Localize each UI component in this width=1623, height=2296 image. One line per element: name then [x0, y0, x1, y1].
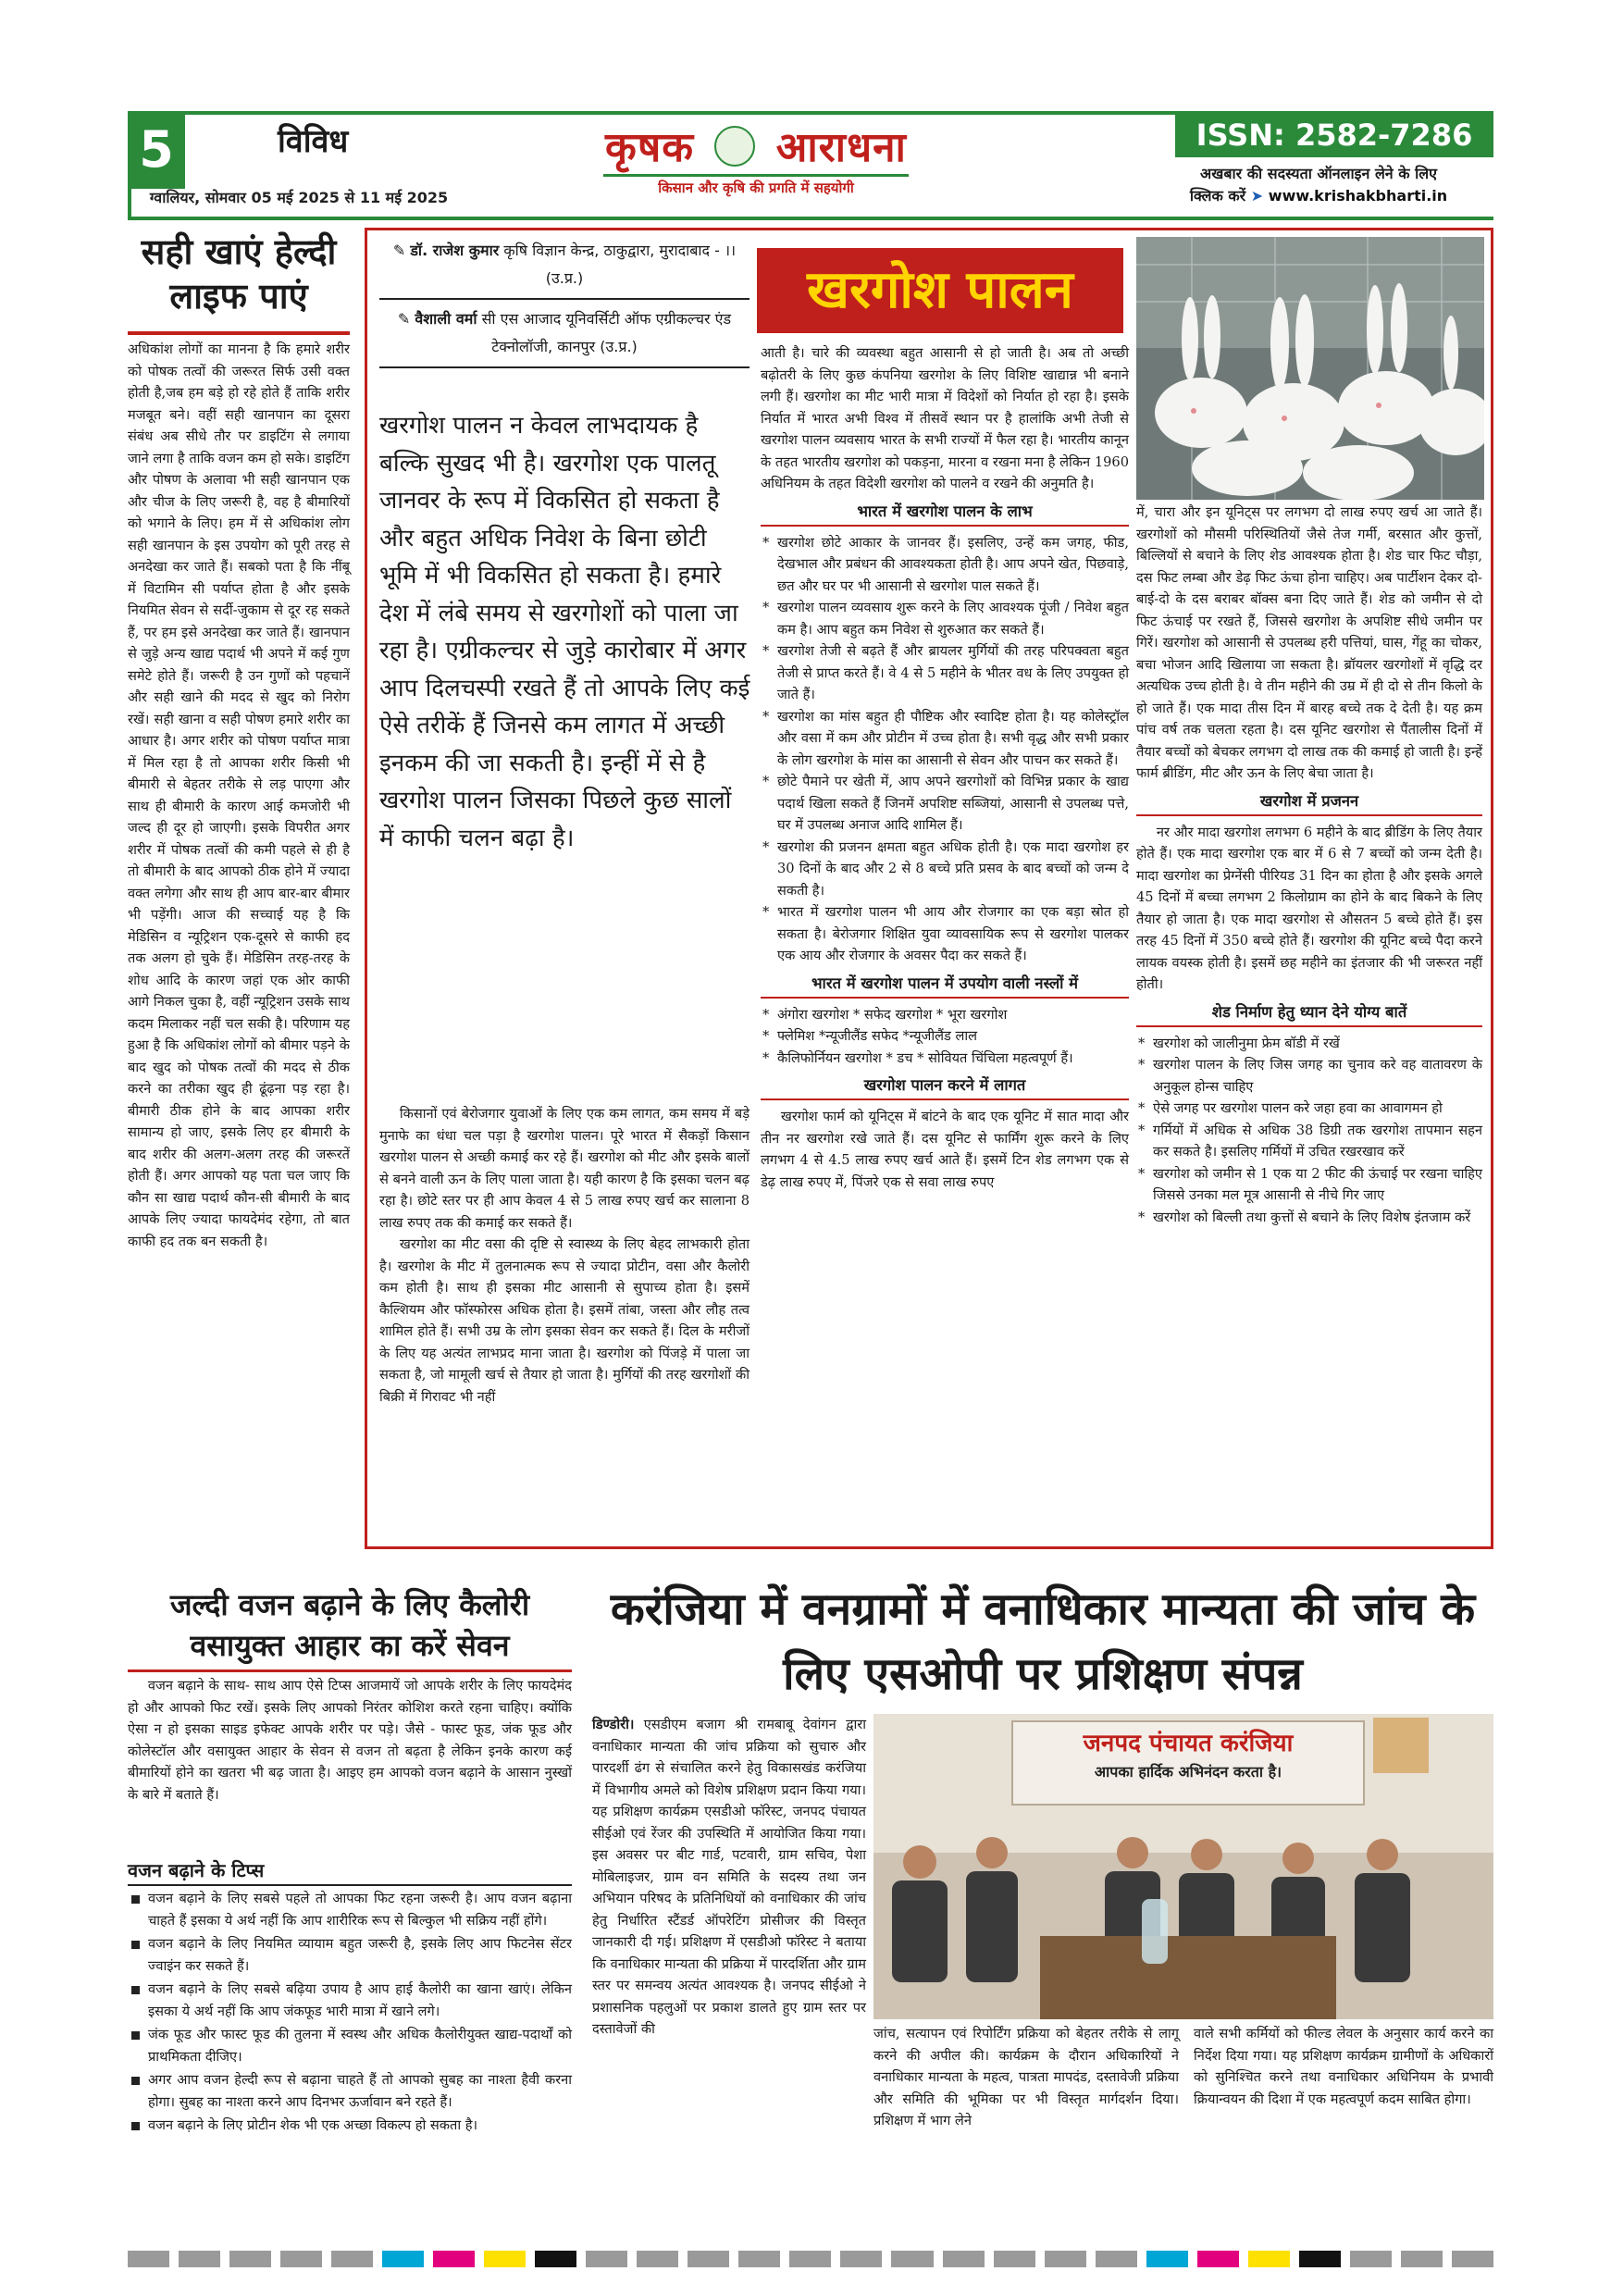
- registration-swatch: [179, 2251, 220, 2267]
- logo-word-right: आराधना: [775, 124, 907, 171]
- forest-paragraph: जांच, सत्यापन एवं रिपोर्टिंग प्रक्रिया को बेहतर तरीके से लागू करने की अपील की। कार्यक्रम के दौरान अधिकारियों ने वनाधिकार मान्यता के महत्व, पात्रता मापदंड, दस्तावेजी प्रक्रिया और समिति की भूमिका पर भी विस्तृत मार्गदर्शन दिया। प्रशिक्षण में भाग लेने: [873, 2026, 1179, 2128]
- list-item: * गर्मियों में अधिक से अधिक 38 डिग्री तक खरगोश तापमान सहन कर सकते है। इसलिए गर्मियों में उचित रखरखाव करें: [1136, 1120, 1482, 1163]
- registration-swatch: [1401, 2251, 1443, 2267]
- list-item: अगर आप वजन हेल्दी रूप से बढ़ाना चाहते हैं तो आपको सुबह का नाश्ता हैवी करना होगा। सुबह का नाश्ता करने आप दिनभर ऊर्जावान बने रहते हैं।: [128, 2069, 572, 2113]
- list-item: * खरगोश छोटे आकार के जानवर हैं। इसलिए, उन्हें कम जगह, फीड, देखभाल और प्रबंधन की आवश्यकता होती है। आप अपने खेत, पिछवाड़े, छत और घर पर भी आसानी से खरगोश पाल सकते हैं।: [761, 532, 1129, 598]
- list-item: * अंगोरा खरगोश * सफेद खरगोश * भूरा खरगोश: [761, 1004, 1129, 1026]
- rabbits-image: [1136, 237, 1484, 500]
- registration-swatch: [1045, 2251, 1086, 2267]
- shed-heading: शेड निर्माण हेतु ध्यान देने योग्य बातें: [1136, 999, 1482, 1027]
- feature-body-col3: [1136, 502, 1482, 1228]
- list-item: * ऐसे जगह पर खरगोश पालन करे जहा हवा का आवागमन हो: [1136, 1098, 1482, 1120]
- divider: [128, 1669, 572, 1672]
- pen-icon: ✎: [392, 242, 406, 259]
- logo-word-left: कृषक: [605, 124, 695, 171]
- list-item: * खरगोश पालन के लिए जिस जगह का चुनाव करे वह वातावरण के अनुकूल होन्स चाहिए: [1136, 1054, 1482, 1098]
- tips-list-container: [128, 1888, 572, 2139]
- registration-swatch: [1248, 2251, 1290, 2267]
- registration-swatch: [994, 2251, 1035, 2267]
- forest-article-col1: [592, 1714, 866, 2041]
- feature-paragraph: में, चारा और इन यूनिट्स पर लगभग दो लाख रुपए खर्च आ जाते हैं। खरगोशों को मौसमी परिस्थितियों जैसे तेज गर्मी, बरसात और कुत्तों, बिल्लियों से बचाने के लिए शेड आवश्यक होता है। शेड चार फिट चौड़ा, दस फिट लम्बा और डेढ़ फिट ऊंचा होना चाहिए। अब पार्टीशन देकर दो-बाई-दो के दस बराबर बॉक्स बना दिए जाते हैं। शेड को जमीन से दो फिट ऊंचाई पर रखते हैं, जिससे खरगोश के अपशिष्ट सीधे जमीन पर गिरें। खरगोश को आसानी से उपलब्ध हरी पत्तियां, घास, गेंहू का चोकर, बचा भोजन आदि खिलाया जा सकता है। ब्रॉयलर खरगोशों में वृद्धि दर अत्यधिक उच्च होती है। वे तीन महीने की उम्र में ही दो से तीन किलो के हो जाते हैं। एक मादा तीस दिन में बारह बच्चे तक दे देती है। यह क्रम पांच वर्ष तक चलता रहता है। दस यूनिट खरगोश से पैंतालीस दिनों में तैयार बच्चों को बेचकर लगभग दो लाख तक की कमाई हो जाती है। इन्हें फार्म ब्रीडिंग, मीट और ऊन के लिए बेचा जाता है।: [1136, 504, 1482, 781]
- list-item: वजन बढ़ाने के लिए सबसे पहले तो आपका फिट रहना जरूरी है। आप वजन बढ़ाना चाहते हैं इसका ये अर्थ नहीं कि आप शारीरिक रूप से बिल्कुल भी सक्रिय नहीं होंगे।: [128, 1888, 572, 1931]
- seal-icon: [714, 126, 755, 167]
- issn-badge: ISSN: 2582-7286: [1175, 113, 1493, 157]
- feature-body-col2: [761, 342, 1129, 1193]
- list-item: * खरगोश को जमीन से 1 एक या 2 फीट की ऊंचाई पर रखना चाहिए जिससे उनका मल मूत्र आसानी से नीचे गिर जाए: [1136, 1163, 1482, 1207]
- print-registration-bar: [128, 2251, 1493, 2267]
- registration-swatch: [789, 2251, 831, 2267]
- registration-swatch: [891, 2251, 933, 2267]
- registration-swatch: [128, 2251, 169, 2267]
- registration-swatch: [1146, 2251, 1188, 2267]
- tips-heading: वजन बढ़ाने के टिप्स: [128, 1856, 572, 1886]
- section-label: विविध: [278, 123, 349, 160]
- forest-paragraph: वाले सभी कर्मियों को फील्ड लेवल के अनुसार कार्य करने का निर्देश दिया गया। यह प्रशिक्षण कार्यक्रम ग्रामीणों के अधिकारों को सुनिश्चित करने तथा वनाधिकार अधिनियम के प्रभावी क्रियान्वयन की दिशा में एक महत्वपूर्ण कदम साबित होगा।: [1194, 2026, 1493, 2107]
- shed-points-list: [1136, 1033, 1482, 1229]
- registration-swatch: [382, 2251, 424, 2267]
- benefits-heading: भारत में खरगोश पालन के लाभ: [761, 499, 1129, 527]
- pen-icon: ✎: [397, 310, 411, 328]
- list-item: * खरगोश पालन व्यवसाय शुरू करने के लिए आवश्यक पूंजी / निवेश बहुत कम है। आप बहुत कम निवेश से शुरुआत कर सकते हैं।: [761, 597, 1129, 640]
- registration-swatch: [433, 2251, 475, 2267]
- cost-heading: खरगोश पालन करने में लागत: [761, 1073, 1129, 1100]
- registration-swatch: [1299, 2251, 1341, 2267]
- list-item: * खरगोश को जालीनुमा फ्रेम बॉडी में रखें: [1136, 1033, 1482, 1055]
- registration-swatch: [1096, 2251, 1137, 2267]
- logo-tagline: किसान और कृषि की प्रगति में सहयोगी: [658, 180, 854, 196]
- registration-swatch: [1197, 2251, 1239, 2267]
- list-item: जंक फूड और फास्ट फूड की तुलना में स्वस्थ और अधिक कैलोरीयुक्त खाद्य-पदार्थों को प्राथमिकता दीजिए।: [128, 2024, 572, 2067]
- registration-swatch: [688, 2251, 729, 2267]
- author1-affiliation: कृषि विज्ञान केन्द्र, ठाकुद्वारा, मुरादाबाद - ।। (उ.प्र.): [503, 242, 737, 287]
- click-here-text: क्लिक करें: [1189, 187, 1246, 205]
- breeding-heading: खरगोश में प्रजनन: [1136, 788, 1482, 816]
- dateline: ग्वालियर, सोमवार 05 मई 2025 से 11 मई 2025: [149, 189, 449, 206]
- author1-name: डॉ. राजेश कुमार: [410, 242, 500, 259]
- registration-swatch: [637, 2251, 678, 2267]
- feature-body-col1: [379, 1103, 750, 1408]
- meeting-photo: [873, 1714, 1493, 2019]
- registration-swatch: [1350, 2251, 1392, 2267]
- weight-article-intro: वजन बढ़ाने के साथ- साथ आप ऐसे टिप्स आजमायें जो आपके शरीर के लिए फायदेमंद हो और आपको फिट रखें। इसके लिए आपको निरंतर कोशिश करते रहना चाहिए। क्योंकि ऐसा न हो इसका साइड इफेक्ट आपके शरीर पर पड़े। जैसे - फास्ट फूड, जंक फूड और कोलेस्टॉल और वसायुक्त आहार के सेवन से वजन तो बढ़ता है लेकिन इनके कारण कई बीमारियों होने का खतरा भी बढ़ जाता है। आइए हम आपको वजन बढ़ाने के आसान नुस्खों के बारे में बताते हैं।: [128, 1678, 572, 1803]
- feature-headline: खरगोश पालन: [757, 248, 1123, 333]
- health-article-title: सही खाएं हेल्दी लाइफ पाएं: [141, 231, 337, 316]
- list-item: * खरगोश को बिल्ली तथा कुत्तों से बचाने के लिए विशेष इंतजाम करें: [1136, 1207, 1482, 1229]
- registration-swatch: [1452, 2251, 1493, 2267]
- registration-swatch: [280, 2251, 322, 2267]
- registration-swatch: [943, 2251, 985, 2267]
- health-article-body: अधिकांश लोगों का मानना है कि हमारे शरीर को पोषक तत्वों की जरूरत सिर्फ उसी वक्त होती है,जब हम बड़े हो रहे होते हैं ताकि शरीर मजबूत बने। वहीं सही खानपान का दूसरा संबंध अब सीधे तौर पर डाइटिंग से लगाया जाने लगा है ताकि वजन कम हो सके। डाइटिंग और पोषण के अलावा भी सही खानपान एक और चीज के लिए जरूरी है, वह है बीमारियों को भगाने के लिए। हम में से अधिकांश लोग सही खानपान के इस उपयोग को पूरी तरह से अनदेखा कर जाते हैं। सबको पता है कि नींबू में विटामिन सी पर्याप्त होता है और इसके नियमित सेवन से सर्दी-जुकाम से दूर रह सकते हैं, पर हम इसे अनदेखा कर जाते हैं। खानपान से जुड़े अन्य खाद्य पदार्थ भी अपने में कई गुण समेटे होते हैं। जरूरी है उन गुणों को पहचानें और सही खाने की मदद से खुद को निरोग रखें। सही खाना व सही पोषण हमारे शरीर का आधार है। अगर शरीर को पोषण पर्याप्त मात्रा में मिल रहा है तो आपका शरीर किसी भी बीमारी से बेहतर तरीके से लड़ पाएगा और साथ ही बीमारी के कारण आई कमजोरी भी जल्द ही दूर हो जाएगी। इसके विपरीत अगर शरीर में पोषक तत्वों की कमी पहले से ही है तो बीमारी के बाद आपको ठीक होने में ज्यादा वक्त लगेगा और साथ ही आप बार-बार बीमार भी पड़ेंगी। आज की सच्चाई यह है कि मेडिसिन व न्यूट्रिशन एक-दूसरे से काफी हद तक अलग हो चुके हैं। मेडिसिन तरह-तरह के शोध आदि के कारण जहां एक ओर काफी आगे निकल चुका है, वहीं न्यूट्रिशन उसके साथ कदम मिलाकर नहीं चल सकी है। परिणाम यह हुआ है कि अधिकांश लोगों को बीमार पड़ने के बाद खुद को पोषक तत्वों की मदद से ठीक करने का तरीका खुद ही ढूंढ़ना पड़ रहा है। बीमारी ठीक होने के बाद आपका शरीर सामान्य हो जाए, इसके लिए हर बीमारी के बाद शरीर की अलग-अलग तरह की जरूरतें होती हैं। अगर आपको यह पता चल जाए कि कौन सा खाद्य पदार्थ कौन-सी बीमारी के बाद आपके लिए ज्यादा फायदेमंद रहेगा, तो बात काफी हद तक बन सकती है।: [128, 341, 350, 1249]
- author2-name: वैशाली वर्मा: [415, 310, 477, 328]
- photo-banner-title: जनपद पंचायत करंजिया: [1083, 1730, 1294, 1757]
- forest-paragraph: एसडीएम बजाग श्री रामबाबू देवांगन द्वारा वनाधिकार मान्यता की जांच प्रक्रिया को सुचारु और पारदर्शी ढंग से संचालित करने हेतु विकासखंड करंजिया में विभागीय अमले को विशेष प्रशिक्षण प्रदान किया गया। यह प्रशिक्षण कार्यक्रम एसडीओ फॉरेस्ट, जनपद पंचायत सीईओ एवं रेंजर की उपस्थिति में आयोजित किया गया। इस अवसर पर बीट गार्ड, पटवारी, ग्राम सचिव, पेशा मोबिलाइजर, ग्राम वन समिति के सदस्य तथा जन अभियान परिषद के प्रतिनिधियों को वनाधिकार की जांच हेतु निर्धारित स्टैंडर्ड ऑपरेटिंग प्रोसीजर की विस्तृत जानकारी दी गई। प्रशिक्षण में एसडीओ फॉरेस्ट ने बताया कि वनाधिकार मान्यता की प्रक्रिया में पारदर्शिता और ग्राम स्तर पर समन्वय अत्यंत आवश्यक है। जनपद सीईओ ने प्रशासनिक पहलुओं पर प्रकाश डालते हुए ग्राम स्तर पर दस्तावेजों की: [592, 1717, 866, 2037]
- registration-swatch: [840, 2251, 882, 2267]
- list-item: वजन बढ़ाने के लिए सबसे बढ़िया उपाय है आप हाई कैलोरी का खाना खाएं। लेकिन इसका ये अर्थ नहीं कि आप जंकफूड भारी मात्रा में खाने लगे।: [128, 1979, 572, 2022]
- page-number: 5: [128, 111, 185, 189]
- list-item: * खरगोश का मांस बहुत ही पौष्टिक और स्वादिष्ट होता है। यह कोलेस्ट्रॉल और वसा में कम और प्रोटीन में उच्च होता है। सभी वृद्ध और सभी प्रकार के लोग खरगोश के मांस का आसानी से सेवन और पाचन कर सकते हैं।: [761, 706, 1129, 772]
- registration-swatch: [484, 2251, 526, 2267]
- newspaper-logo: [566, 122, 946, 211]
- breeds-heading: भारत में खरगोश पालन में उपयोग वाली नस्लों में: [761, 971, 1129, 999]
- feature-intro: खरगोश पालन न केवल लाभदायक है बल्कि सुखद भी है। खरगोश एक पालतू जानवर के रूप में विकसित हो सकता है और बहुत अधिक निवेश के बिना छोटी भूमि में भी विकसित हो सकता है। हमारे देश में लंबे समय से खरगोशों को पाला जा रहा है। एग्रीकल्चर से जुड़े कारोबार में अगर आप दिलचस्पी रखते हैं तो आपके लिए कई ऐसे तरीकें हैं जिनसे कम लागत में अच्छी इनकम की जा सकती है। इन्हीं में से है खरगोश पालन जिसका पिछले कुछ सालों में काफी चलन बढ़ा है।: [379, 412, 750, 852]
- registration-swatch: [738, 2251, 780, 2267]
- author-credits: [379, 237, 750, 374]
- subscription-text: अखबार की सदस्यता ऑनलाइन लेने के लिए: [1200, 165, 1437, 182]
- divider: [128, 331, 350, 335]
- list-item: * फ्लेमिश *न्यूजीलैंड सफेद *न्यूजीलैंड लाल: [761, 1025, 1129, 1048]
- cursor-icon: ➤: [1250, 187, 1264, 205]
- subscription-note: [1147, 163, 1490, 207]
- website-link[interactable]: www.krishakbharti.in: [1268, 187, 1448, 205]
- registration-swatch: [586, 2251, 627, 2267]
- list-item: * कैलिफोर्नियन खरगोश * डच * सोवियत चिंचिला महत्वपूर्ण हैं।: [761, 1048, 1129, 1070]
- list-item: वजन बढ़ाने के लिए प्रोटीन शेक भी एक अच्छा विकल्प हो सकता है।: [128, 2115, 572, 2137]
- weight-article-title: जल्दी वजन बढ़ाने के लिए कैलोरी वसायुक्त आहार का करें सेवन: [169, 1587, 530, 1663]
- feature-paragraph: खरगोश फार्म को यूनिट्स में बांटने के बाद एक यूनिट में सात मादा और तीन नर खरगोश रखे जाते हैं। दस यूनिट से फार्मिंग शुरू करने के लिए लगभग 4 से 4.5 लाख रुपए खर्च आते हैं। इसमें टिन शेड लगभग एक से डेढ़ लाख रुपए में, पिंजरे एक से सवा लाख रुपए: [761, 1109, 1129, 1190]
- feature-paragraph: किसानों एवं बेरोजगार युवाओं के लिए एक कम लागत, कम समय में बड़े मुनाफे का धंधा चल पड़ा है खरगोश पालन। पूरे भारत में सैकड़ों किसान खरगोश पालन से अच्छी कमाई कर रहे हैं। खरगोश को मीट और इसके बालों से बनने वाली ऊन के लिए पाला जाता है। यही कारण है कि इसका चलन बढ़ रहा है। छोटे स्तर पर ही आप केवल 4 से 5 लाख रुपए खर्च कर सालाना 8 लाख रुपए तक की कमाई कर सकते हैं।: [379, 1106, 750, 1231]
- article-dateline: डिण्डोरी।: [592, 1717, 635, 1732]
- forest-article-headline: करंजिया में वनग्रामों में वनाधिकार मान्यता की जांच के लिए एसओपी पर प्रशिक्षण संपन्न: [610, 1583, 1476, 1700]
- tips-list: [128, 1888, 572, 2137]
- list-item: * खरगोश तेजी से बढ़ते हैं और ब्रायलर मुर्गियों की तरह परिपक्वता बहुत तेजी से प्राप्त करते हैं। वे 4 से 5 महीने के भीतर वध के लिए उपयुक्त हो जाते हैं।: [761, 640, 1129, 706]
- rabbit-photo: [1136, 237, 1484, 500]
- breeds-list: [761, 1004, 1129, 1070]
- feature-paragraph: आती है। चारे की व्यवस्था बहुत आसानी से हो जाती है। अब तो अच्छी बढ़ोतरी के लिए कुछ कंपनिया खरगोश के लिए विशिष्ट खाद्यान्न भी बनाने लगी हैं। खरगोश का मीट भारी मात्रा में विदेशों को निर्यात हो रहा है। इसके निर्यात में भारत अभी विश्व में तीसवें स्थान पर है हालांकि अभी तेजी से खरगोश पालन व्यवसाय भारत के सभी राज्यों में फैल रहा है। भारतीय कानून के तहत भारतीय खरगोश को पकड़ना, मारना व रखना मना है लेकिन 1960 अधिनियम के तहत विदेशी खरगोश को पालने व रखने की अनुमति है।: [761, 345, 1129, 491]
- registration-swatch: [331, 2251, 373, 2267]
- list-item: * भारत में खरगोश पालन भी आय और रोजगार का एक बड़ा स्रोत हो सकता है। बेरोजगार शिक्षित युवा व्यावसायिक रूप से खरगोश पालकर एक आय और रोजगार के अवसर पैदा कर सकते हैं।: [761, 901, 1129, 967]
- photo-banner-subtitle: आपका हार्दिक अभिनंदन करता है।: [1094, 1763, 1282, 1781]
- registration-swatch: [535, 2251, 576, 2267]
- feature-paragraph: नर और मादा खरगोश लगभग 6 महीने के बाद ब्रीडिंग के लिए तैयार होते हैं। एक मादा खरगोश एक बार में 6 से 7 बच्चों को जन्म देती है। मादा खरगोश का प्रेग्नेंसी पीरियड 31 दिन का होता है और इसके अगले 45 दिनों में बच्चा लगभग 2 किलोग्राम का होने के बाद बिकने के लिए तैयार हो जाता है। एक मादा खरगोश से औसतन 5 बच्चे होते हैं। इस तरह 45 दिनों में 350 बच्चे होते हैं। खरगोश की यूनिट बच्चे पैदा करने लायक वयस्क होती है। इसमें छह महीने का इंतजार की भी जरूरत नहीं होती।: [1136, 824, 1482, 992]
- list-item: वजन बढ़ाने के लिए नियमित व्यायाम बहुत जरूरी है, इसके लिए आप फिटनेस सेंटर ज्वाइंन कर सकते हैं।: [128, 1933, 572, 1977]
- author2-affiliation: सी एस आजाद यूनिवर्सिटी ऑफ एग्रीकल्चर एंड टेक्नोलॉजी, कानपुर (उ.प्र.): [481, 310, 732, 355]
- list-item: * खरगोश की प्रजनन क्षमता बहुत अधिक होती है। एक मादा खरगोश हर 30 दिनों के बाद और 2 से 8 बच्चे प्रति प्रसव के बाद बच्चों को जन्म दे सकती है।: [761, 837, 1129, 902]
- feature-paragraph: खरगोश का मीट वसा की दृष्टि से स्वास्थ्य के लिए बेहद लाभकारी होता है। खरगोश के मीट में तुलनात्मक रूप से ज्यादा प्रोटीन, वसा और कैलोरी कम होती है। साथ ही इसका मीट आसानी से सुपाच्य होता है। इसमें कैल्शियम और फॉस्फोरस अधिक होता है। इसमें तांबा, जस्ता और लौह तत्व शामिल होते हैं। सभी उम्र के लोग इसका सेवन कर सकते हैं। दिल के मरीजों के लिए यह अत्यंत लाभप्रद माना जाता है। खरगोश को पिंजड़े में पाला जा सकता है, जो मामूली खर्च से तैयार हो जाता है। मुर्गियों की तरह खरगोशों की बिक्री में गिरावट भी नहीं: [379, 1236, 750, 1405]
- registration-swatch: [229, 2251, 271, 2267]
- benefits-list: [761, 532, 1129, 967]
- list-item: * छोटे पैमाने पर खेती में, आप अपने खरगोशों को विभिन्न प्रकार के खाद्य पदार्थ खिला सकते हैं जिनमें अपशिष्ट सब्जियां, आसानी से उपलब्ध पत्ते, घर में उपलब्ध अनाज आदि शामिल हैं।: [761, 771, 1129, 837]
